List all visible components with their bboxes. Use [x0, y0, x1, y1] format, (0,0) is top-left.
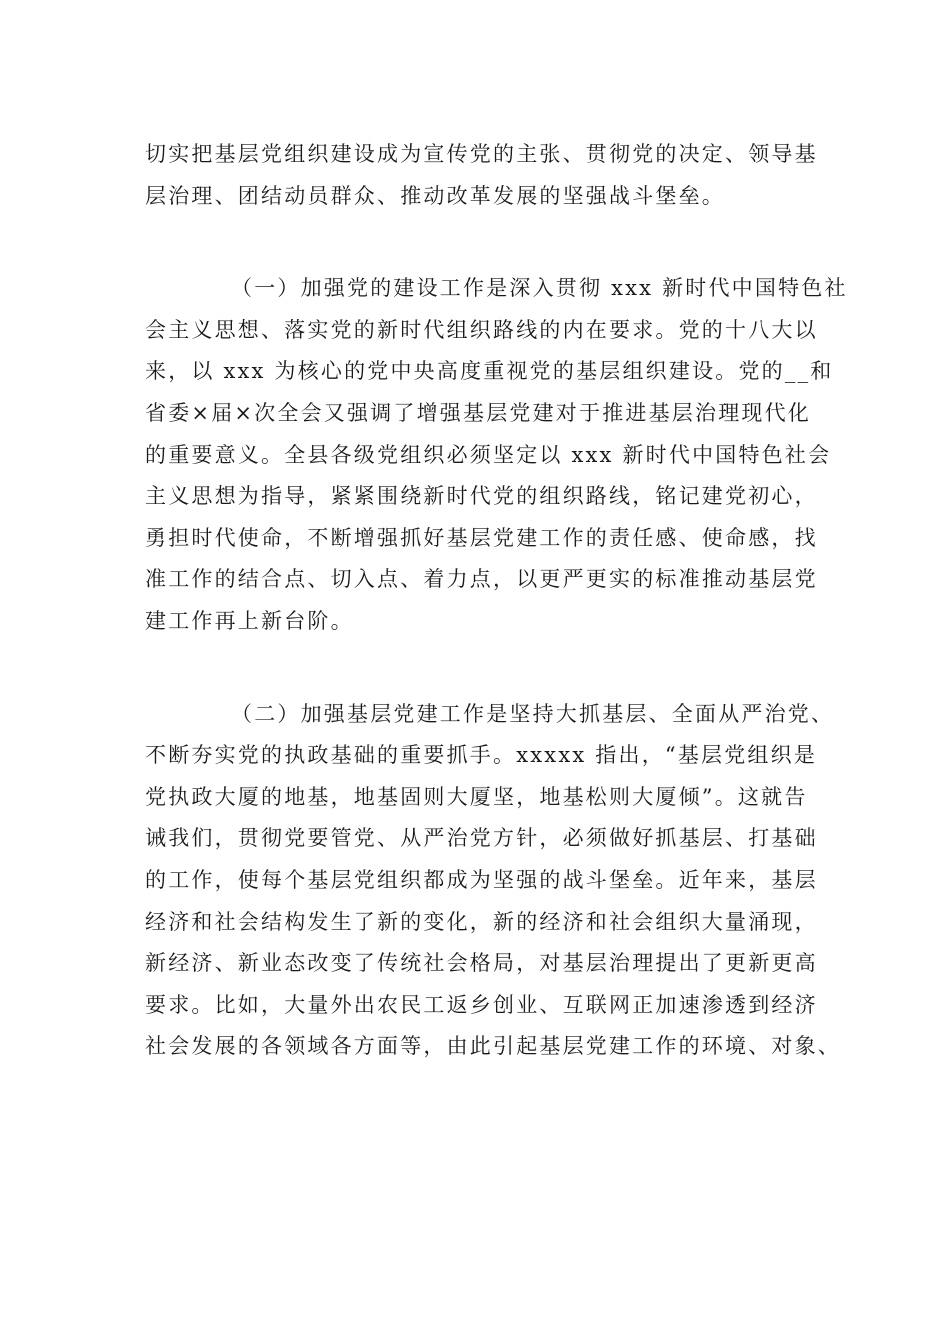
text-line: 要求。比如，大量外出农民工返乡创业、互联网正加速渗透到经济: [145, 992, 818, 1017]
text-line: 切实把基层党组织建设成为宣传党的主张、贯彻党的决定、领导基: [145, 142, 818, 166]
text-line: 层治理、团结动员群众、推动改革发展的坚强战斗堡垒。: [145, 183, 725, 208]
text-line: 来，以 xxx 为核心的党中央高度重视党的基层组织建设。党的__和: [145, 359, 834, 384]
text-line: 建工作再上新台阶。: [145, 608, 354, 633]
text-line: 诫我们，贯彻党要管党、从严治党方针，必须做好抓基层、打基础: [145, 826, 818, 851]
paragraph-section-one: [145, 268, 848, 642]
text-line: 社会发展的各领域各方面等，由此引起基层党建工作的环境、对象、: [145, 1034, 841, 1059]
text-line: 的重要意义。全县各级党组织必须坚定以 xxx 新时代中国特色社会: [145, 442, 832, 467]
paragraph-spacer: [145, 217, 825, 268]
text-line: 主义思想为指导，紧紧围绕新时代党的组织路线，铭记建党初心，: [145, 484, 818, 509]
text-line: 不断夯实党的执政基础的重要抓手。xxxxx 指出，“基层党组织是: [145, 743, 818, 768]
text-line: 经济和社会结构发生了新的变化，新的经济和社会组织大量涌现，: [145, 909, 818, 934]
document-body: [145, 134, 848, 1068]
text-line: 新经济、新业态改变了传统社会格局，对基层治理提出了更新更高: [145, 951, 818, 976]
text-line: 党执政大厦的地基，地基固则大厦坚，地基松则大厦倾”。这就告: [145, 784, 808, 809]
text-line: 勇担时代使命，不断增强抓好基层党建工作的责任感、使命感，找: [145, 525, 818, 550]
text-line: （二）加强基层党建工作是坚持大抓基层、全面从严治党、: [231, 701, 835, 726]
paragraph-section-two: [145, 694, 841, 1068]
text-line: 准工作的结合点、切入点、着力点，以更严更实的标准推动基层党: [145, 567, 818, 592]
text-line: 的工作，使每个基层党组织都成为坚强的战斗堡垒。近年来，基层: [145, 867, 818, 892]
text-line: 省委×届×次全会又强调了增强基层党建对于推进基层治理现代化: [145, 400, 811, 425]
text-line: （一）加强党的建设工作是深入贯彻 xxx 新时代中国特色社: [231, 276, 848, 301]
text-line: 会主义思想、落实党的新时代组织路线的内在要求。党的十八大以: [145, 317, 818, 342]
paragraph-spacer: [145, 643, 825, 694]
paragraph-continuation: [145, 134, 825, 217]
